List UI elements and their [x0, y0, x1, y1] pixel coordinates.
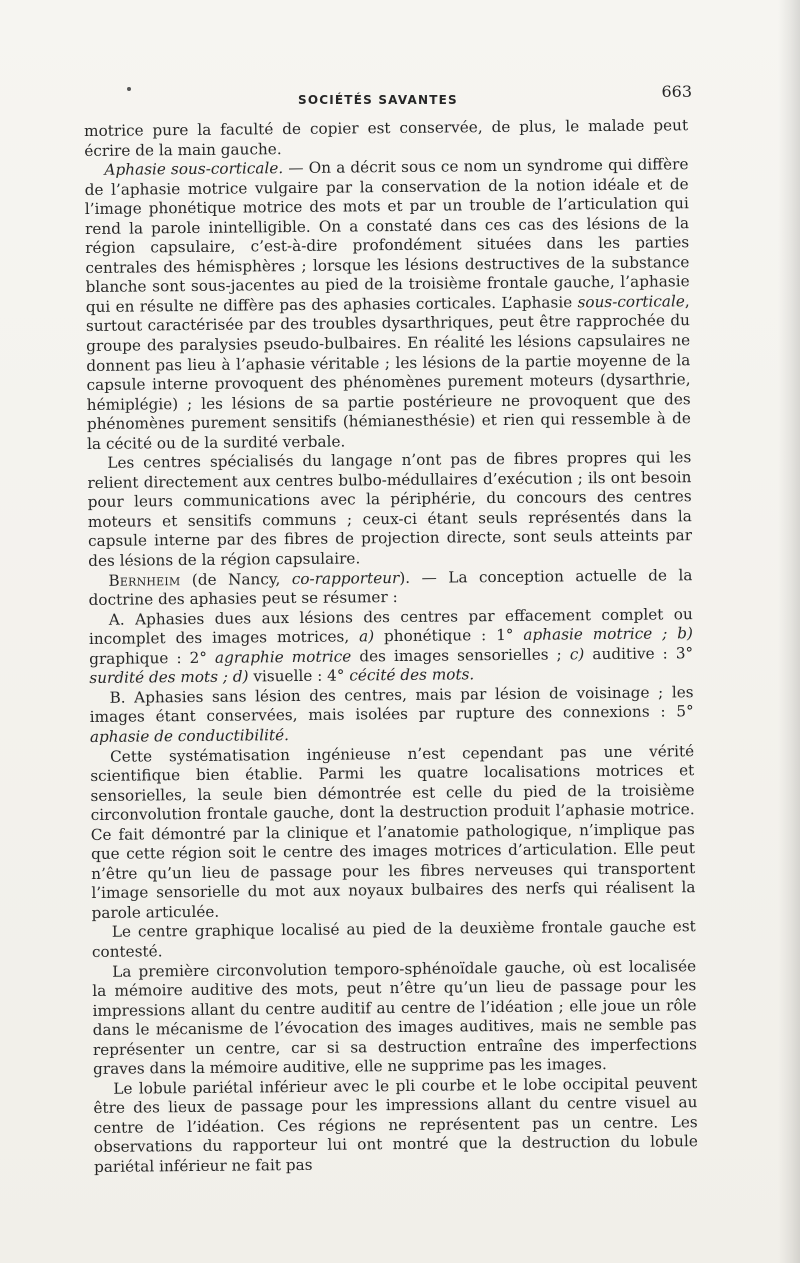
paragraph-text: visuelle : 4°: [248, 666, 350, 686]
paragraph-text: ). — La conception actuelle de la doctrine des aphasies peut se résumer :: [88, 565, 693, 610]
italic-term: aphasie de conductibilité.: [89, 726, 290, 746]
italic-term: co-rapporteur: [291, 568, 400, 588]
author-name: Bernheim: [108, 570, 181, 590]
paragraph-text: Le centre graphique localisé au pied de la deuxième frontale gauche est contesté.: [91, 917, 696, 961]
paragraph-lobule-parietal: [93, 1074, 698, 1178]
italic-term: sous-corticale: [577, 292, 685, 312]
paragraph-list-a: [89, 605, 694, 689]
paragraph-text: (de Nancy,: [180, 569, 292, 589]
italic-term: aphasie motrice ; b): [523, 624, 694, 645]
page-number: 663: [661, 82, 692, 101]
paragraph-text: Le lobule pariétal inférieur avec le pli courbe et le lobe occipital peuvent être des lieux de passage pour les impressions allant du centre visuel au centre de l’idéation. Ces régions ne représentent pas un centre. Les observations du rapporteur lui ont montré que la destruction du lobule pariétal inférieur ne fait pas: [93, 1073, 698, 1176]
paragraph-centre-graphique: [92, 918, 696, 963]
running-head: SOCIÉTÉS SAVANTES: [298, 93, 458, 107]
page-header: [80, 82, 692, 112]
paragraph-text: Cette systématisation ingénieuse n’est cependant pas une vérité scientifique bien établie. Parmi les quatre localisations motrices et sensorielles, la seule bien démontrée est celle du pied de la troisième circonvolution frontale gauche, dont la destruction produit l’aphasie motrice. Ce fait démontré par la clinique et l’anatomie pathologique, n’implique pas que cette région soit le centre des images motrices d’articulation. Elle peut n’être qu’un lieu de passage pour les fibres nerveuses qui transportent l’image sensorielle du mot aux noyaux bulbaires des nerfs qui réalisent la parole articulée.: [90, 741, 696, 922]
page-binding-shadow: [778, 0, 800, 1263]
paragraph-list-b: [89, 683, 694, 747]
paragraph-text: Les centres spécialisés du langage n’ont pas de fibres propres qui les relient directement aux centres bulbo-médullaires d’exécution ; ils ont besoin pour leurs communications avec la périphérie, du concours des centres moteurs et sensitifs communs ; ceux-ci étant seuls représentés dans la capsule interne par des fibres de projection directe, sont seuls atteints par des lésions de la région capsulaire.: [87, 448, 693, 571]
paragraph-text: A. Aphasies dues aux lésions des centres par effacement complet ou incomplet des images motrices,: [88, 604, 693, 649]
italic-term: c): [569, 644, 585, 664]
paragraph-aphasie-sous-corticale: [84, 155, 691, 454]
paragraph-systematisation: [90, 742, 696, 924]
paragraph-premiere-circonvolution: [92, 957, 697, 1080]
paragraph-text: phonétique : 1°: [374, 626, 524, 646]
italic-term: agraphie motrice: [214, 647, 352, 667]
paragraph-text: motrice pure la faculté de copier est conservée, de plus, le malade peut écrire de la main gauche.: [84, 116, 689, 160]
paragraph-text: graphique : 2°: [89, 648, 216, 668]
paragraph-text: — On a décrit sous ce nom un syndrome qui diffère de l’aphasie motrice vulgaire par la conservation de la notion idéale et de l’image phonétique motrice des mots et par un trouble de l’articulation qui rend la parole inintelligible. On a constaté dans ces cas des lésions de la région capsulaire, c’est-à-dire profondément situées dans les parties centrales des hémisphères ; lorsque les lésions destructives de la substance blanche sont sous-jacentes au pied de la troisième frontale gauche, l’aphasie qui en résulte ne diffère pas des aphasies corticales. L’aphasie: [84, 155, 690, 316]
paragraph-text: auditive : 3°: [584, 643, 694, 663]
body-text: [84, 116, 698, 1177]
paragraph-bernheim: [88, 566, 692, 611]
paragraph-text: B. Aphasies sans lésion des centres, mais par lésion de voisinage ; les images étant conservées, mais isolées par rupture des connexions : 5°: [89, 683, 694, 727]
italic-term: surdité des mots ; d): [89, 667, 249, 688]
paragraph-text: La première circonvolution temporo-sphénoïdale gauche, où est localisée la mémoire auditive des mots, peut n’être qu’un lieu de passage pour les impressions allant du centre auditif au centre de l’idéation ; elle joue un rôle dans le mécanisme de l’évocation des images auditives, mais ne semble pas représenter un centre, car si sa destruction entraîne des imperfections graves dans la mémoire auditive, elle ne supprime pas les images.: [92, 956, 697, 1079]
section-lead-italic: Aphasie sous-corticale.: [104, 159, 284, 179]
paragraph-continuation: [84, 116, 688, 161]
italic-term: cécité des mots.: [349, 665, 475, 685]
paragraph-text: des images sensorielles ;: [351, 645, 570, 666]
paragraph-centres-specialises: [87, 448, 692, 571]
paragraph-text: , surtout caractérisée par des troubles dysarthriques, peut être rapprochée du groupe des paralysies pseudo-bulbaires. En réalité les lésions capsulaires ne donnent pas lieu à l’aphasie véritable ; les lésions de la partie moyenne de la capsule interne provoquent des phénomènes purement moteurs (dysarthrie, hémiplégie) ; les lésions de sa partie postérieure ne provoquent que des phénomènes purement sensitifs (hémianesthésie) et rien qui ressemble à de la cécité ou de la surdité verbale.: [85, 292, 691, 453]
italic-term: a): [358, 627, 375, 646]
